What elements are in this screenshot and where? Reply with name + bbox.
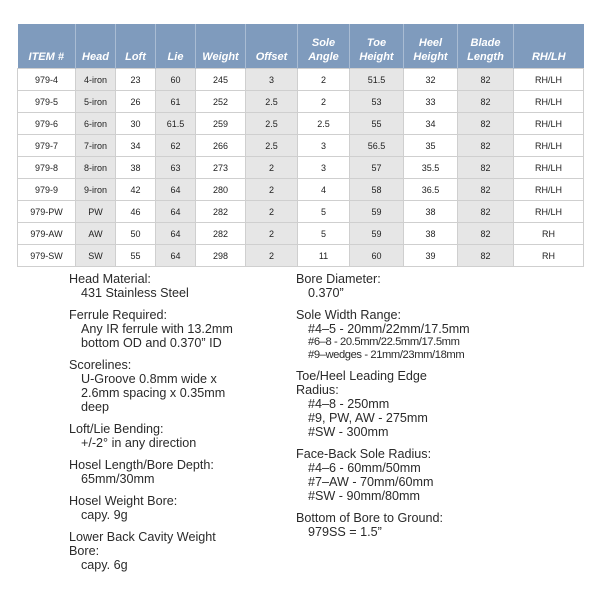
table-cell: 4 [298,179,350,201]
table-cell: 4-iron [76,69,116,91]
table-cell: AW [76,223,116,245]
table-cell: 53 [350,91,404,113]
table-cell: 55 [116,245,156,267]
table-cell: 38 [116,157,156,179]
table-cell: 82 [458,135,514,157]
table-cell: RH/LH [514,201,584,223]
table-cell: 33 [404,91,458,113]
spec-value: Any IR ferrule with 13.2mm bottom OD and 0.370” ID [81,322,233,350]
table-cell: 82 [458,179,514,201]
table-cell: 979-6 [18,113,76,135]
spec-bore-diameter [296,272,556,300]
table-cell: 64 [156,201,196,223]
spec-value: #4–5 - 20mm/22mm/17.5mm [308,322,470,336]
table-cell: 60 [156,69,196,91]
table-cell: 38 [404,223,458,245]
table-cell: 61.5 [156,113,196,135]
table-cell: RH/LH [514,69,584,91]
col-header-heel-height: Heel Height [404,24,458,69]
spec-value: 431 Stainless Steel [81,286,189,300]
table-cell: 9-iron [76,179,116,201]
table-cell: 252 [196,91,246,113]
table-cell: 2 [246,201,298,223]
table-row [18,113,584,135]
col-header-sole-angle: Sole Angle [298,24,350,69]
table-cell: 23 [116,69,156,91]
table-cell: 2 [246,223,298,245]
table-cell: 245 [196,69,246,91]
table-cell: 979-5 [18,91,76,113]
table-cell: 5 [298,201,350,223]
table-cell: 82 [458,113,514,135]
table-cell: RH [514,245,584,267]
col-header-head: Head [76,24,116,69]
table-cell: 51.5 [350,69,404,91]
spec-value: capy. 9g [81,508,128,522]
table-cell: 2 [246,157,298,179]
table-cell: 38 [404,201,458,223]
table-cell: 11 [298,245,350,267]
table-cell: 82 [458,245,514,267]
table-cell: 979-SW [18,245,76,267]
spec-label: Lower Back Cavity Weight Bore: [69,530,216,558]
table-row [18,245,584,267]
table-cell: 62 [156,135,196,157]
table-cell: 5-iron [76,91,116,113]
table-cell: 82 [458,223,514,245]
table-cell: 46 [116,201,156,223]
col-header-weight: Weight [196,24,246,69]
table-cell: 2.5 [246,91,298,113]
spec-value: #4–8 - 250mm #9, PW, AW - 275mm #SW - 300mm [308,397,428,439]
table-cell: 266 [196,135,246,157]
spec-loft-lie-bending [69,422,289,450]
col-header-hand: RH/LH [514,24,584,69]
table-cell: RH/LH [514,113,584,135]
table-header-row [18,24,584,69]
spec-label: Face-Back Sole Radius: [296,447,432,461]
table-cell: 32 [404,69,458,91]
table-cell: 64 [156,223,196,245]
spec-value: #4–6 - 60mm/50mm #7–AW - 70mm/60mm #SW - 90mm/80mm [308,461,434,503]
spec-label: Ferrule Required: [69,308,167,322]
table-cell: 82 [458,201,514,223]
table-cell: 57 [350,157,404,179]
table-cell: RH [514,223,584,245]
table-cell: 55 [350,113,404,135]
table-row [18,179,584,201]
table-cell: 36.5 [404,179,458,201]
spec-label: Scorelines: [69,358,132,372]
table-cell: 2 [246,245,298,267]
col-header-toe-height: Toe Height [350,24,404,69]
spec-leading-edge-radius [296,369,556,439]
table-cell: 35 [404,135,458,157]
table-cell: RH/LH [514,91,584,113]
table-cell: 8-iron [76,157,116,179]
table-cell: SW [76,245,116,267]
table-cell: 59 [350,223,404,245]
table-cell: 42 [116,179,156,201]
table-cell: 2.5 [246,135,298,157]
table-cell: 2.5 [246,113,298,135]
table-cell: 50 [116,223,156,245]
table-row [18,201,584,223]
table-cell: 39 [404,245,458,267]
table-row [18,223,584,245]
table-cell: 34 [404,113,458,135]
spec-value: 65mm/30mm [81,472,155,486]
table-cell: 979-7 [18,135,76,157]
table-cell: 979-8 [18,157,76,179]
spec-sole-width [296,308,556,361]
table-cell: 82 [458,69,514,91]
table-row [18,157,584,179]
table-cell: 3 [298,135,350,157]
col-header-blade-length: Blade Length [458,24,514,69]
spec-value: 0.370” [308,286,344,300]
spec-value: +/-2° in any direction [81,436,197,450]
table-cell: 63 [156,157,196,179]
spec-value: #6–8 - 20.5mm/22.5mm/17.5mm #9–wedges - 21mm/23mm/18mm [308,336,465,361]
table-cell: 35.5 [404,157,458,179]
spec-label: Loft/Lie Bending: [69,422,164,436]
table-cell: 26 [116,91,156,113]
table-cell: 61 [156,91,196,113]
spec-cavity-weight-bore [69,530,289,572]
col-header-lie: Lie [156,24,196,69]
table-cell: 58 [350,179,404,201]
table-cell: 64 [156,179,196,201]
table-cell: 2.5 [298,113,350,135]
table-cell: 2 [298,91,350,113]
table-cell: 59 [350,201,404,223]
spec-label: Hosel Length/Bore Depth: [69,458,214,472]
table-cell: 979-PW [18,201,76,223]
spec-hosel-weight-bore [69,494,289,522]
table-cell: 82 [458,91,514,113]
spec-bore-to-ground [296,511,556,539]
spec-face-back-sole-radius [296,447,556,503]
spec-label: Bottom of Bore to Ground: [296,511,444,525]
spec-label: Toe/Heel Leading Edge Radius: [296,369,427,397]
table-cell: RH/LH [514,157,584,179]
table-cell: 298 [196,245,246,267]
table-cell: RH/LH [514,179,584,201]
specs-right-column [296,272,556,547]
table-cell: 6-iron [76,113,116,135]
col-header-offset: Offset [246,24,298,69]
table-cell: 5 [298,223,350,245]
spec-label: Hosel Weight Bore: [69,494,178,508]
spec-value: capy. 6g [81,558,128,572]
table-cell: PW [76,201,116,223]
spec-value: U-Groove 0.8mm wide x 2.6mm spacing x 0.35mm deep [81,372,226,414]
col-header-loft: Loft [116,24,156,69]
spec-value: 979SS = 1.5” [308,525,382,539]
table-cell: 273 [196,157,246,179]
spec-label: Sole Width Range: [296,308,402,322]
spec-ferrule [69,308,289,350]
table-cell: 259 [196,113,246,135]
table-cell: 82 [458,157,514,179]
table-cell: 979-9 [18,179,76,201]
table-cell: 280 [196,179,246,201]
table-cell: 979-4 [18,69,76,91]
spec-label: Bore Diameter: [296,272,381,286]
table-row [18,135,584,157]
table-cell: 64 [156,245,196,267]
spec-hosel-length [69,458,289,486]
table-cell: 56.5 [350,135,404,157]
table-body [18,69,584,267]
table-cell: 60 [350,245,404,267]
specification-table [17,24,584,267]
col-header-item: ITEM # [18,24,76,69]
specs-left-column [69,272,289,580]
table-cell: 3 [298,157,350,179]
table-row [18,69,584,91]
spec-label: Head Material: [69,272,151,286]
table-cell: 7-iron [76,135,116,157]
spec-scorelines [69,358,289,414]
table-cell: 34 [116,135,156,157]
table-cell: 282 [196,201,246,223]
table-cell: 2 [246,179,298,201]
table-cell: 979-AW [18,223,76,245]
table-cell: RH/LH [514,135,584,157]
table-cell: 282 [196,223,246,245]
spec-head-material [69,272,289,300]
table-cell: 30 [116,113,156,135]
table-row [18,91,584,113]
table-cell: 3 [246,69,298,91]
table-cell: 2 [298,69,350,91]
